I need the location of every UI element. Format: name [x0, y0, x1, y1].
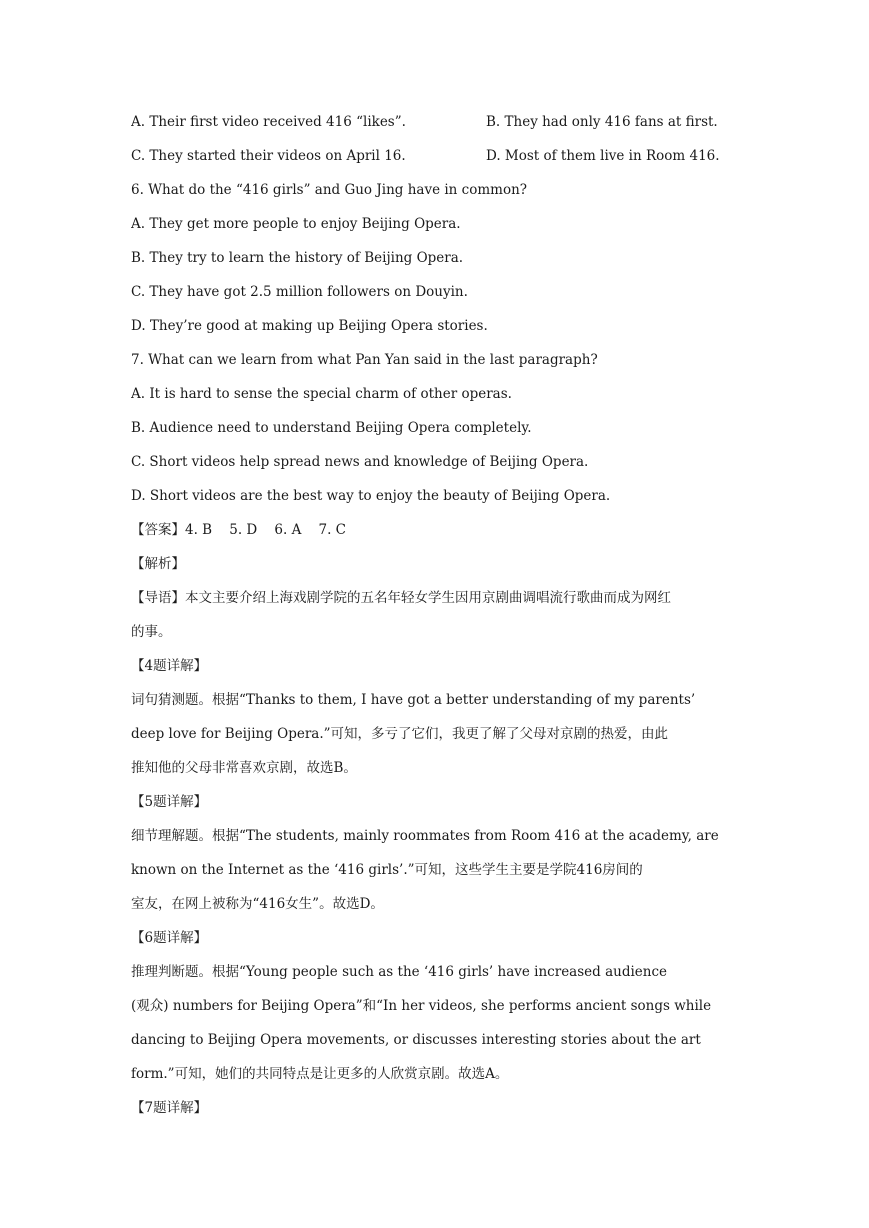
d6-line-4: form.”可知，她们的共同特点是让更多的人欣赏京剧。故选A。 — [131, 1066, 509, 1082]
q7-option-a: A. It is hard to sense the special charm of other operas. — [131, 386, 512, 402]
q7-option-b: B. Audience need to understand Beijing Opera completely. — [131, 420, 532, 436]
q5-option-c: C. They started their videos on April 16. — [131, 148, 406, 164]
d5-line-1: 细节理解题。根据“The students, mainly roommates from Room 416 at the academy, are — [131, 828, 719, 844]
d6-line-3: dancing to Beijing Opera movements, or discusses interesting stories about the art — [131, 1032, 701, 1048]
intro-label: 【导语】 — [131, 590, 185, 606]
q6-option-d: D. They’re good at making up Beijing Opera stories. — [131, 318, 488, 334]
answer-label: 【答案】 — [131, 522, 185, 538]
q6-option-c: C. They have got 2.5 million followers on Douyin. — [131, 284, 468, 300]
q6-question: 6. What do the “416 girls” and Guo Jing have in common? — [131, 182, 528, 198]
intro-line-1 — [131, 581, 737, 615]
q5-option-d: D. Most of them live in Room 416. — [486, 148, 720, 164]
answer-line — [131, 513, 737, 547]
analysis-heading: 【解析】 — [131, 556, 185, 572]
d4-line-1: 词句猜测题。根据“Thanks to them, I have got a better understanding of my parents’ — [131, 692, 696, 708]
q7-option-d: D. Short videos are the best way to enjoy the beauty of Beijing Opera. — [131, 488, 611, 504]
d4-line-2: deep love for Beijing Opera.”可知，多亏了它们，我更了解了父母对京剧的热爱，由此 — [131, 726, 669, 742]
d7-heading: 【7题详解】 — [131, 1100, 208, 1116]
document-page — [131, 105, 737, 1125]
q5-option-b: B. They had only 416 fans at first. — [486, 114, 718, 130]
d5-line-3: 室友，在网上被称为“416女生”。故选D。 — [131, 896, 384, 912]
d4-heading: 【4题详解】 — [131, 658, 208, 674]
d6-line-2: (观众) numbers for Beijing Opera”和“In her videos, she performs ancient songs while — [131, 998, 712, 1014]
d5-line-2: known on the Internet as the ‘416 girls’.”可知，这些学生主要是学院416房间的 — [131, 862, 643, 878]
q7-question: 7. What can we learn from what Pan Yan said in the last paragraph? — [131, 352, 598, 368]
q5-options-row-1 — [131, 105, 737, 139]
q5-option-a: A. Their first video received 416 “likes”. — [131, 114, 406, 130]
answer-text: 4. B 5. D 6. A 7. C — [185, 522, 347, 538]
q6-option-a: A. They get more people to enjoy Beijing Opera. — [131, 216, 461, 232]
d5-heading: 【5题详解】 — [131, 794, 208, 810]
d6-heading: 【6题详解】 — [131, 930, 208, 946]
q7-option-c: C. Short videos help spread news and knowledge of Beijing Opera. — [131, 454, 589, 470]
d6-line-1: 推理判断题。根据“Young people such as the ‘416 girls’ have increased audience — [131, 964, 668, 980]
q5-options-row-2 — [131, 139, 737, 173]
intro-line-2: 的事。 — [131, 624, 172, 640]
q6-option-b: B. They try to learn the history of Beijing Opera. — [131, 250, 464, 266]
intro-text: 本文主要介绍上海戏剧学院的五名年轻女学生因用京剧曲调唱流行歌曲而成为网红 — [185, 590, 671, 606]
d4-line-3: 推知他的父母非常喜欢京剧，故选B。 — [131, 760, 357, 776]
